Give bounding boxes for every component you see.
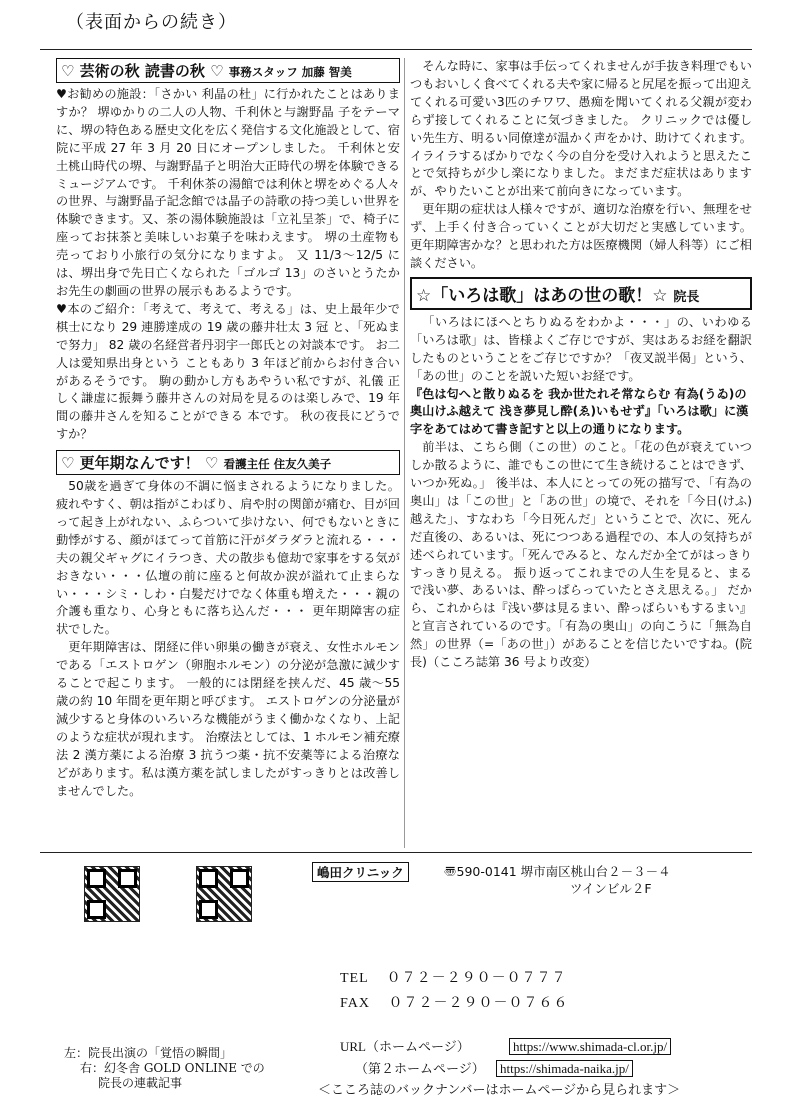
menopause-paragraph-4: 更年期の症状は人様々ですが、適切な治療を行い、無理をせず、上手く付き合っていくことが大切だと実感しています。 更年期障害かな？と思われた方は医療機関（婦人科等）にご相談ください。 xyxy=(410,202,752,270)
url-row xyxy=(340,1036,671,1055)
fax-row xyxy=(340,992,568,1012)
fax-label: FAX xyxy=(340,996,370,1011)
iroha-section-title: ☆「いろは歌」はあの世の歌！☆ xyxy=(416,285,668,306)
qr-caption-line-3: 院長の連載記事 xyxy=(98,1076,183,1090)
second-homepage-link[interactable]: https://shimada-naika.jp/ xyxy=(496,1060,633,1077)
qr-caption-line-1: 左：院長出演の「覚悟の瞬間」 xyxy=(64,1046,233,1060)
clinic-name: 嶋田クリニック xyxy=(312,862,409,882)
iroha-section-title-box xyxy=(410,277,752,310)
column-divider xyxy=(404,58,405,848)
url-label: URL（ホームページ） xyxy=(340,1039,470,1054)
iroha-paragraph-explanation: 前半は、こちら側（この世）のこと。「花の色が衰えていつしか散るように、誰でもこの世にて生き続けることはできず、いつか死ぬ。」 後半は、本人にとっての死の描写で、「有為の奥山」は「この世」と「あの世」の境で、それを「今日(けふ)越えた」、すなわち「今日死んだ」ということで、次に、死んだ直後の、あるいは、死につつある過程での、本人の気持ちが述べられています。「死んでみると、なんだか全てがはっきりすっきり見える。 振り返ってこれまでの人生を見ると、まるで浅い夢、あるいは、酔っぱらっていたとさえ思える。」 だから、これからは『浅い夢は見るまい、酔っぱらいもするまい』と宣言されているのです。「有為の奥山」の向こうに「無為自然」の世界（=「あの世」）があることを信じたいですね。(院長)（こころ誌第 36 号より改変） xyxy=(410,440,752,670)
url2-row xyxy=(355,1058,633,1077)
qr-code-right[interactable] xyxy=(196,866,252,922)
art-paragraph-book: ♥本のご紹介：「考えて、考えて、考える」は、史上最年少で棋士になり 29 連勝達成の 19 歳の藤井壮太 3 冠 と、「死ぬまで努力」 82 歳の名経営者丹羽宇一郎氏との対談本です。 お二人は愛知県出身という こともあり 3 年ほど前からお付き合いがあるそうです。 駒の動かし方もあやうい私ですが、礼儀 正しく謙虚に振舞う藤井さんの対局を見るのは楽しみで、19 年間の藤井さんを知ることができる 本です。 秋の夜長にどうですか？ xyxy=(56,301,400,442)
top-rule xyxy=(40,49,752,50)
menopause-paragraph-3: そんな時に、家事は手伝ってくれませんが手抜き料理でもいつもおいしく食べてくれる夫や家に帰ると尻尾を振って出迎えてくれる可愛い3匹のチワワ、愚痴を聞いてくれる父親が変わらず接してくれることに気づきました。 クリニックでは優しい先生方、明るい同僚達が温かく声をかけ、助けてくれます。 イライラするばかりでなく今の自分を受け入れようと思えたことで気持ちが少し楽になりました。まだまだ症状はありますが、やりたいことが出来て前向きになっています。 xyxy=(410,59,752,199)
art-paragraph-facility: ♥お勧めの施設：「さかい 利晶の杜」に行かれたことはありますか？ 堺ゆかりの二人の人物、千利休と与謝野晶 子をテーマに、堺の特色ある歴史文化を広く発信する文化施設として、宿院に平成 27 年 3 月 20 日にオープンしました。 千利休と安土桃山時代の堺、与謝野晶子と明治大正時代の堺を体験できるミュージアムです。 千利休茶の湯館では利休と堺をめぐる人々の世界、与謝野晶子記念館では晶子の詩歌の持つ美しい世界を体験できます。又、茶の湯体験施設は「立礼呈茶」で、椅子に座ってお抹茶と美味しいお菓子を味わえます。 堺の土産物も売っており小旅行の気分になりますよ。 又 11/3～12/5 には、堺出身で先日亡くなられた「ゴルゴ 13」のさいとうたかお先生の劇画の世界の展示もあるようです。 xyxy=(56,87,400,298)
url2-label: （第２ホームページ） xyxy=(355,1061,485,1076)
art-section-title-box xyxy=(56,58,400,83)
address-line-1: 〠590-0141 堺市南区桃山台２－３－４ xyxy=(444,864,671,879)
homepage-link[interactable]: https://www.shimada-cl.or.jp/ xyxy=(509,1038,671,1055)
backnumber-note: ＜こころ誌のバックナンバーはホームページから見られます＞ xyxy=(318,1083,681,1098)
art-section-author: 事務スタッフ 加藤 智美 xyxy=(228,65,352,79)
qr-caption xyxy=(64,1046,314,1091)
left-column xyxy=(56,58,400,848)
tel-number[interactable]: ０７２－２９０－０７７７ xyxy=(386,971,567,986)
address-line-2: ツインビル２F xyxy=(570,881,652,896)
qr-caption-line-2: 右：幻冬舎 GOLD ONLINE での xyxy=(80,1061,265,1075)
iroha-poem: 『色は匂へと散りぬるを 我か世たれそ常ならむ 有為(うゐ)の奥山けふ越えて 浅き夢見し酔(ゑ)いもせず』「いろは歌」に漢字をあてはめて書き記すと以上の通りになります。 xyxy=(410,386,749,437)
page-continuation-header: （表面からの続き） xyxy=(66,12,237,33)
iroha-section-author: 院長 xyxy=(673,289,700,305)
tel-label: TEL xyxy=(340,971,369,986)
tel-row xyxy=(340,967,567,987)
art-section-title: ♡ 芸術の秋 読書の秋 ♡ xyxy=(61,62,224,80)
menopause-paragraph-1: 50歳を過ぎて身体の不調に悩まされるようになりました。 疲れやすく、朝は指がこわばり、肩や肘の関節が痛む、目が回って起き上がれない、ふらついて歩けない、何でもないときに動悸がする、顔がほてって首筋に汗がダラダラと流れる・・・夫の親父ギャグにイラつき、犬の散歩も億劫で家事をする気がおきない・・・仏壇の前に座ると何故か涙が溢れて止まらない・・・シミ・しわ・白髪だけでなく体重も増えた・・・親の介護も重なり、心身ともに落ち込んだ・・・ 更年期障害の症状でした。 xyxy=(56,479,400,637)
menopause-section-author: 看護主任 住友久美子 xyxy=(223,457,332,472)
menopause-section-title: ♡ 更年期なんです！ ♡ xyxy=(61,454,219,473)
menopause-paragraph-2: 更年期障害は、閉経に伴い卵巣の働きが衰え、女性ホルモンである「エストロゲン（卵胞ホルモン）の分泌が急激に減少することで起こります。 一般的には閉経を挟んだ、45 歳～55 歳の約 10 年間を更年期と呼びます。 エストロゲンの分泌量が減少すると身体のいろいろな機能がうまく働かなくなり、上記のような症状が現れます。 治療法としては、1 ホルモン補充療法 2 漢方薬による治療 3 抗うつ薬・抗不安薬等による治療などがあります。私は漢方薬を試しましたがすっきりとは改善しませんでした。 xyxy=(56,640,400,798)
right-column xyxy=(410,58,752,848)
fax-number: ０７２－２９０－０７６６ xyxy=(388,996,569,1011)
menopause-section-title-box xyxy=(56,450,400,475)
qr-code-left[interactable] xyxy=(84,866,140,922)
bottom-rule xyxy=(40,852,752,853)
iroha-paragraph-intro: 「いろはにほへとちりぬるをわかよ・・・」の、いわゆる「いろは歌」は、皆様よくご存じですが、実はあるお経を翻訳したものということをご存じですか？「夜叉説半偈」という、「あの世」のことを説いた短いお経です。 xyxy=(410,314,752,383)
